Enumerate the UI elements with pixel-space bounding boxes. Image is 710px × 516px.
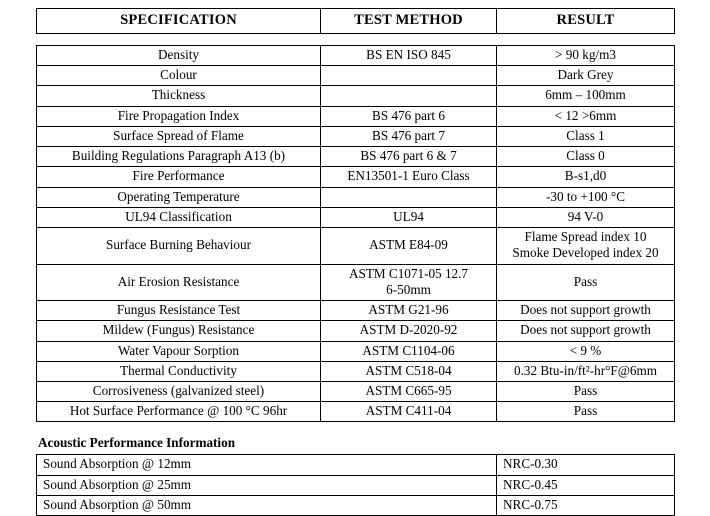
cell-specification: Mildew (Fungus) Resistance (37, 321, 321, 341)
cell-test-method: UL94 (321, 207, 497, 227)
table-row (37, 321, 675, 341)
cell-test-method: ASTM C1071-05 12.7 6-50mm (321, 264, 497, 300)
cell-specification: Thickness (37, 86, 321, 106)
cell-test-method: ASTM D-2020-92 (321, 321, 497, 341)
cell-result: 6mm – 100mm (497, 86, 675, 106)
cell-test-method: ASTM G21-96 (321, 301, 497, 321)
cell-result: < 12 >6mm (497, 106, 675, 126)
table-header-row (37, 9, 675, 34)
cell-result: Pass (497, 381, 675, 401)
table-row (37, 167, 675, 187)
specification-table (36, 45, 675, 422)
cell-specification: Air Erosion Resistance (37, 264, 321, 300)
cell-specification: Building Regulations Paragraph A13 (b) (37, 147, 321, 167)
table-row (37, 228, 675, 264)
cell-result: Class 1 (497, 126, 675, 146)
cell-result: Pass (497, 264, 675, 300)
cell-specification: Fire Propagation Index (37, 106, 321, 126)
spec-header-table (36, 8, 675, 34)
cell-test-method: ASTM C1104-06 (321, 341, 497, 361)
cell-result: Pass (497, 402, 675, 422)
cell-result: < 9 % (497, 341, 675, 361)
cell-test-method: BS 476 part 6 (321, 106, 497, 126)
acoustic-table (36, 454, 675, 516)
table-row (37, 106, 675, 126)
table-row (37, 66, 675, 86)
cell-specification: Operating Temperature (37, 187, 321, 207)
cell-test-method: ASTM C665-95 (321, 381, 497, 401)
cell-test-method (321, 86, 497, 106)
acoustic-section-title: Acoustic Performance Information (38, 435, 236, 451)
cell-result: Class 0 (497, 147, 675, 167)
list-item (37, 495, 675, 515)
cell-test-method: BS 476 part 6 & 7 (321, 147, 497, 167)
cell-test-method: ASTM E84-09 (321, 228, 497, 264)
cell-specification: UL94 Classification (37, 207, 321, 227)
cell-specification: Hot Surface Performance @ 100 °C 96hr (37, 402, 321, 422)
cell-acoustic-label: Sound Absorption @ 25mm (37, 475, 497, 495)
table-row (37, 126, 675, 146)
table-row (37, 86, 675, 106)
table-row (37, 46, 675, 66)
cell-acoustic-value: NRC-0.30 (497, 455, 675, 475)
cell-specification: Surface Burning Behaviour (37, 228, 321, 264)
cell-result: > 90 kg/m3 (497, 46, 675, 66)
cell-result: Flame Spread index 10 Smoke Developed index 20 (497, 228, 675, 264)
cell-test-method: BS EN ISO 845 (321, 46, 497, 66)
column-header-result: RESULT (497, 9, 675, 34)
table-row (37, 207, 675, 227)
cell-specification: Density (37, 46, 321, 66)
cell-acoustic-value: NRC-0.75 (497, 495, 675, 515)
cell-test-method (321, 66, 497, 86)
cell-result: Does not support growth (497, 321, 675, 341)
table-row (37, 147, 675, 167)
cell-test-method: BS 476 part 7 (321, 126, 497, 146)
column-header-test-method: TEST METHOD (321, 9, 497, 34)
cell-acoustic-value: NRC-0.45 (497, 475, 675, 495)
cell-test-method: EN13501-1 Euro Class (321, 167, 497, 187)
table-row (37, 402, 675, 422)
cell-result: Dark Grey (497, 66, 675, 86)
table-row (37, 341, 675, 361)
cell-acoustic-label: Sound Absorption @ 50mm (37, 495, 497, 515)
table-row (37, 361, 675, 381)
list-item (37, 475, 675, 495)
column-header-specification: SPECIFICATION (37, 9, 321, 34)
cell-specification: Fire Performance (37, 167, 321, 187)
cell-test-method: ASTM C518-04 (321, 361, 497, 381)
table-row (37, 187, 675, 207)
cell-specification: Colour (37, 66, 321, 86)
cell-result: -30 to +100 °C (497, 187, 675, 207)
cell-acoustic-label: Sound Absorption @ 12mm (37, 455, 497, 475)
cell-specification: Corrosiveness (galvanized steel) (37, 381, 321, 401)
cell-test-method (321, 187, 497, 207)
cell-specification: Thermal Conductivity (37, 361, 321, 381)
table-row (37, 264, 675, 300)
cell-specification: Surface Spread of Flame (37, 126, 321, 146)
cell-result: 0.32 Btu-in/ft²-hr°F@6mm (497, 361, 675, 381)
cell-result: 94 V-0 (497, 207, 675, 227)
table-row (37, 381, 675, 401)
list-item (37, 455, 675, 475)
cell-specification: Fungus Resistance Test (37, 301, 321, 321)
table-row (37, 301, 675, 321)
cell-test-method: ASTM C411-04 (321, 402, 497, 422)
cell-result: Does not support growth (497, 301, 675, 321)
cell-result: B-s1,d0 (497, 167, 675, 187)
cell-specification: Water Vapour Sorption (37, 341, 321, 361)
